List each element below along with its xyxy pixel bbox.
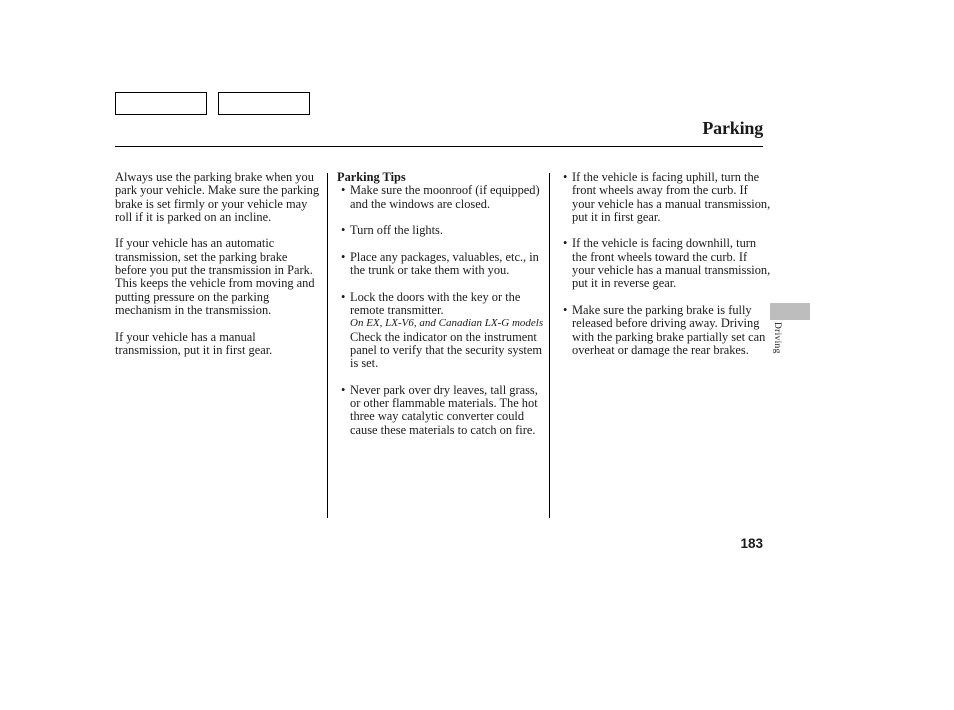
list-item [337, 184, 547, 211]
section-tab[interactable] [770, 303, 810, 320]
paragraph: If your vehicle has a manual transmission, put it in first gear. [115, 329, 273, 357]
nav-button-next[interactable] [218, 92, 310, 115]
list-item-text: If the vehicle is facing uphill, turn the front wheels away from the curb. If your vehicle has a manual transmission, put it in first gear. [572, 170, 771, 224]
bullet-icon: • [341, 223, 346, 238]
list-item-text: If the vehicle is facing downhill, turn the front wheels toward the curb. If your vehicle has a manual transmission, put it in reverse gear. [572, 236, 771, 291]
list-item [337, 384, 547, 437]
bullet-icon: • [341, 289, 346, 304]
bullet-icon: • [563, 236, 568, 251]
column-divider [327, 173, 328, 518]
security-check-text: Check the indicator on the instrument panel to verify that the security system is set. [350, 329, 543, 371]
column-intro [115, 171, 320, 370]
page-number: 183 [740, 536, 763, 551]
column-slope-parking [562, 171, 772, 370]
page-title: Parking [702, 118, 763, 138]
section-heading: Parking Tips [337, 170, 406, 184]
column-parking-tips [337, 171, 547, 450]
list-item [562, 237, 772, 290]
bullet-icon: • [341, 249, 346, 264]
list-item [337, 224, 547, 237]
list-item-text: Lock the doors with the key or the remote transmitter. [350, 289, 521, 317]
list-item-text: Make sure the parking brake is fully released before driving away. Driving with the parking brake partially set can overheat or damage the rear brakes. [572, 302, 766, 357]
column-divider [549, 173, 550, 518]
section-tab-label: Driving [772, 322, 782, 354]
model-note: On EX, LX-V6, and Canadian LX-G models [350, 317, 544, 330]
bullet-icon: • [341, 183, 346, 198]
paragraph: If your vehicle has an automatic transmission, set the parking brake before you put the transmission in Park. This keeps the vehicle from moving and putting pressure on the parking mechanism in the transmission. [115, 236, 315, 317]
tips-list [562, 171, 772, 357]
list-item-text: Place any packages, valuables, etc., in the trunk or take them with you. [350, 249, 539, 278]
bullet-icon: • [563, 302, 568, 317]
list-item [337, 251, 547, 278]
title-divider [115, 146, 763, 147]
paragraph: Always use the parking brake when you park your vehicle. Make sure the parking brake is set firmly or your vehicle may roll if it is parked on an incline. [115, 170, 320, 224]
list-item [337, 291, 547, 371]
list-item-text: Never park over dry leaves, tall grass, or other flammable materials. The hot three way catalytic converter could cause these materials to catch on fire. [350, 382, 538, 437]
list-item-text: Turn off the lights. [350, 223, 443, 238]
list-item [562, 171, 772, 224]
nav-button-previous[interactable] [115, 92, 207, 115]
bullet-icon: • [563, 170, 568, 184]
list-item [562, 304, 772, 357]
bullet-icon: • [341, 382, 346, 397]
tips-list [337, 184, 547, 437]
list-item-text: Make sure the moonroof (if equipped) and the windows are closed. [350, 183, 540, 211]
